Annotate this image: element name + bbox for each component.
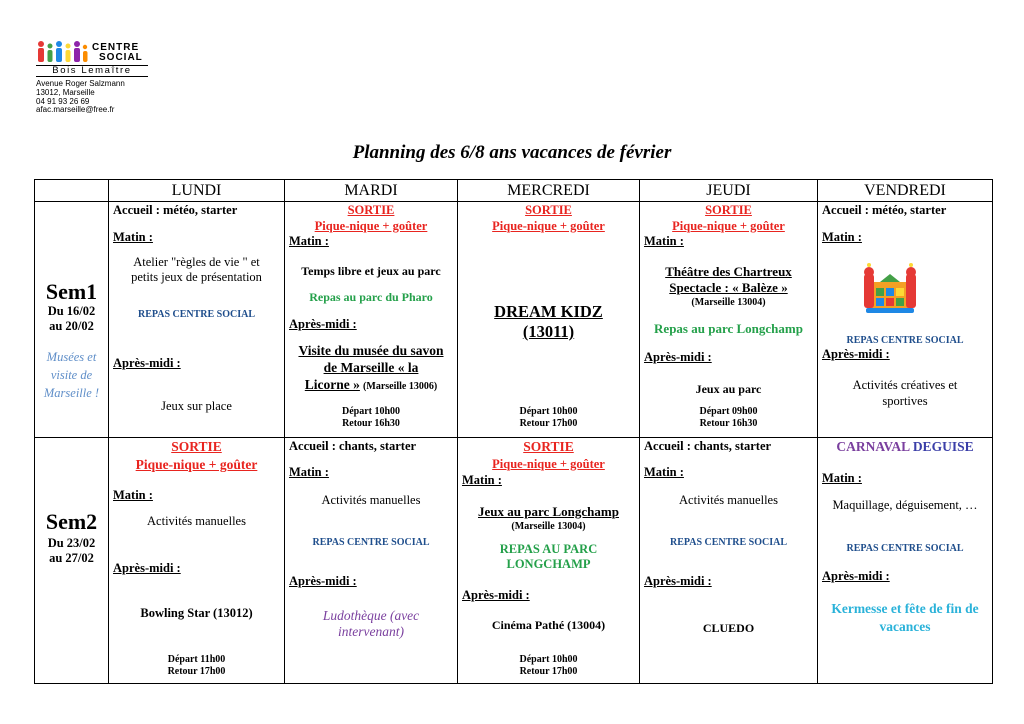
matin-label: Matin : (289, 234, 329, 248)
activity-line2: Spectacle : « Balèze » (669, 280, 788, 295)
address-phone: 04 91 93 26 69 (36, 96, 90, 106)
header-day-vendredi: VENDREDI (818, 180, 993, 202)
activity-line2: petits jeux de présentation (131, 270, 262, 284)
logo-line-centre: CENTRE (92, 42, 140, 53)
week-note-line2: visite de (50, 368, 93, 382)
matin-label: Matin : (822, 471, 862, 485)
sortie-label: SORTIE (171, 439, 222, 454)
event-name: DREAM KIDZ (494, 302, 603, 321)
repas-text: REPAS CENTRE SOCIAL (846, 335, 964, 346)
activity-text: Temps libre et jeux au parc (301, 264, 441, 278)
repas-text: REPAS CENTRE SOCIAL (846, 543, 964, 554)
event-carnaval: CARNAVAL (836, 439, 910, 454)
header-corner (35, 180, 109, 202)
repas-line2: LONGCHAMP (506, 557, 591, 571)
activity-text: Activités manuelles (147, 514, 246, 528)
address-street: Avenue Roger Salzmann (36, 79, 125, 88)
pm-line3-location: (Marseille 13006) (363, 381, 438, 392)
week-label: Sem2 (45, 509, 98, 534)
logo-line-social: SOCIAL (99, 52, 143, 63)
header-row (35, 180, 993, 202)
week-dates-start: Du 23/02 (47, 536, 96, 550)
week-label-cell (35, 438, 109, 684)
logo-line-bois-lemaitre: Bois Lemaître (36, 65, 148, 77)
apres-midi-label: Après-midi : (289, 574, 357, 588)
week-dates-end: au 20/02 (49, 319, 94, 333)
pm-activity: Jeux sur place (161, 399, 232, 413)
apres-midi-label: Après-midi : (822, 569, 890, 583)
week-dates-start: Du 16/02 (47, 304, 96, 318)
apres-midi-label: Après-midi : (644, 574, 712, 588)
header-day-mercredi: MERCREDI (458, 180, 640, 202)
week-row-sem1 (35, 202, 993, 438)
pm-activity: Jeux au parc (695, 382, 762, 396)
logo-address (36, 80, 125, 115)
pique-nique-label: Pique-nique + goûter (135, 457, 258, 472)
activity-location: (Marseille 13004) (511, 521, 586, 532)
accueil-text: Accueil : chants, starter (289, 439, 417, 453)
activity-text: Activités manuelles (321, 493, 421, 507)
day-cell-jeudi (640, 202, 818, 438)
pique-nique-label: Pique-nique + goûter (492, 219, 605, 233)
matin-label: Matin : (113, 488, 153, 502)
matin-label: Matin : (289, 465, 329, 479)
repas-text: REPAS CENTRE SOCIAL (669, 537, 788, 548)
depart-time: Départ 10h00 (519, 406, 578, 417)
sortie-label: SORTIE (347, 203, 395, 217)
pm-line2: vacances (879, 619, 931, 634)
address-city: 13012, Marseille (36, 87, 95, 97)
pm-line3: Licorne » (304, 377, 360, 392)
accueil-text: Accueil : chants, starter (644, 439, 772, 453)
pm-activity: CLUEDO (702, 621, 755, 635)
accueil-text: Accueil : météo, starter (822, 203, 947, 217)
retour-time: Retour 17h00 (519, 666, 578, 677)
pm-line2: de Marseille « la (323, 360, 419, 375)
depart-time: Départ 09h00 (699, 406, 758, 417)
header-day-lundi: LUNDI (109, 180, 285, 202)
week-note-line3: Marseille ! (43, 386, 100, 400)
address-email: afac.marseille@free.fr (36, 105, 115, 115)
day-cell-mardi (285, 438, 458, 684)
day-cell-vendredi (818, 202, 993, 438)
activity-text: Activités manuelles (679, 493, 778, 507)
activity-line1: Atelier "règles de vie " et (133, 255, 260, 269)
day-cell-mercredi (458, 202, 640, 438)
event-deguise: DEGUISE (912, 439, 974, 454)
bouncy-castle-icon (862, 260, 918, 316)
depart-time: Départ 10h00 (341, 406, 401, 417)
header-day-mardi: MARDI (285, 180, 458, 202)
people-logo-icon (36, 40, 88, 64)
matin-label: Matin : (113, 230, 153, 244)
activity-text: Maquillage, déguisement, … (832, 498, 978, 512)
depart-time: Départ 11h00 (167, 654, 226, 665)
day-cell-lundi (109, 202, 285, 438)
week-label: Sem1 (45, 279, 98, 304)
week-label-cell (35, 202, 109, 438)
planning-table (34, 179, 993, 684)
pm-line2: intervenant) (338, 624, 404, 639)
pm-activity: Bowling Star (13012) (140, 606, 253, 620)
repas-text: REPAS CENTRE SOCIAL (137, 309, 256, 320)
pm-line1: Kermesse et fête de fin de (831, 601, 979, 616)
repas-text: Repas au parc Longchamp (654, 321, 803, 336)
repas-text: Repas au parc du Pharo (309, 290, 433, 304)
day-cell-jeudi (640, 438, 818, 684)
pique-nique-label: Pique-nique + goûter (492, 457, 605, 471)
retour-time: Retour 17h00 (167, 666, 226, 677)
sortie-label: SORTIE (523, 439, 574, 454)
activity-location: (Marseille 13004) (691, 297, 766, 308)
repas-line1: REPAS AU PARC (499, 542, 598, 556)
apres-midi-label: Après-midi : (113, 561, 181, 575)
week-note-line1: Musées et (46, 350, 97, 364)
matin-label: Matin : (822, 230, 862, 244)
activity-line1: Théâtre des Chartreux (665, 264, 792, 279)
repas-text: REPAS CENTRE SOCIAL (312, 537, 430, 548)
week-row-sem2 (35, 438, 993, 684)
retour-time: Retour 17h00 (519, 418, 578, 429)
pm-line1: Ludothèque (avec (322, 608, 420, 623)
apres-midi-label: Après-midi : (113, 356, 181, 370)
apres-midi-label: Après-midi : (644, 350, 712, 364)
pm-activity: Cinéma Pathé (13004) (491, 618, 606, 632)
header-day-jeudi: JEUDI (640, 180, 818, 202)
day-cell-mercredi (458, 438, 640, 684)
sortie-label: SORTIE (525, 203, 572, 217)
apres-midi-label: Après-midi : (462, 588, 530, 602)
retour-time: Retour 16h30 (699, 418, 758, 429)
day-cell-vendredi (818, 438, 993, 684)
pique-nique-label: Pique-nique + goûter (672, 219, 785, 233)
pm-line1: Visite du musée du savon (298, 343, 444, 358)
retour-time: Retour 16h30 (342, 418, 400, 429)
day-cell-mardi (285, 202, 458, 438)
matin-label: Matin : (644, 465, 684, 479)
pm-line1: Activités créatives et (852, 378, 958, 392)
accueil-text: Accueil : météo, starter (113, 203, 238, 217)
pique-nique-label: Pique-nique + goûter (314, 219, 428, 233)
depart-time: Départ 10h00 (519, 654, 578, 665)
week-dates-end: au 27/02 (49, 551, 94, 565)
activity-line1: Jeux au parc Longchamp (478, 504, 619, 519)
matin-label: Matin : (462, 473, 502, 487)
sortie-label: SORTIE (705, 203, 752, 217)
apres-midi-label: Après-midi : (822, 347, 890, 361)
page-title: Planning des 6/8 ans vacances de février (352, 142, 672, 163)
matin-label: Matin : (644, 234, 684, 248)
apres-midi-label: Après-midi : (289, 317, 357, 331)
event-location: (13011) (522, 322, 575, 341)
pm-line2: sportives (882, 394, 928, 408)
day-cell-lundi (109, 438, 285, 684)
